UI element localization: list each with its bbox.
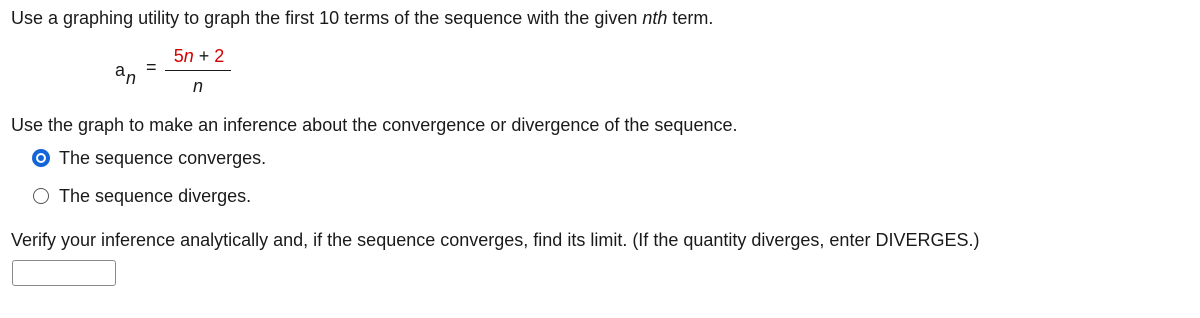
formula-numerator xyxy=(167,46,231,67)
option-converges[interactable] xyxy=(33,146,266,170)
question-instruction-inference: Use the graph to make an inference about the convergence or divergence of the sequence. xyxy=(11,115,738,135)
limit-answer-input[interactable] xyxy=(12,260,116,286)
question-instruction-graph xyxy=(11,7,713,29)
fraction-bar xyxy=(165,70,231,71)
numerator-const: 2 xyxy=(214,46,225,66)
formula-subscript: n xyxy=(126,68,137,88)
formula-denominator: n xyxy=(192,76,203,96)
question-instruction-verify: Verify your inference analytically and, if the sequence converges, find its limit. (If the quantity diverges, enter DIVERGES.) xyxy=(11,230,980,250)
formula-equals: = xyxy=(146,57,157,77)
numerator-rest: + xyxy=(193,46,215,66)
nth-italic: nth xyxy=(642,8,668,28)
radio-selected-icon[interactable] xyxy=(33,150,49,166)
numerator-var: n xyxy=(183,46,194,66)
question-text-part: term. xyxy=(667,8,714,28)
formula-a: a xyxy=(115,60,126,80)
option-label: The sequence diverges. xyxy=(59,185,252,206)
sequence-formula xyxy=(115,46,245,96)
option-diverges[interactable] xyxy=(33,184,251,208)
numerator-coef: 5 xyxy=(173,46,184,66)
option-label: The sequence converges. xyxy=(59,147,267,168)
question-text-part: Use a graphing utility to graph the first 10 terms of the sequence with the given xyxy=(11,8,643,28)
radio-unselected-icon[interactable] xyxy=(33,188,49,204)
